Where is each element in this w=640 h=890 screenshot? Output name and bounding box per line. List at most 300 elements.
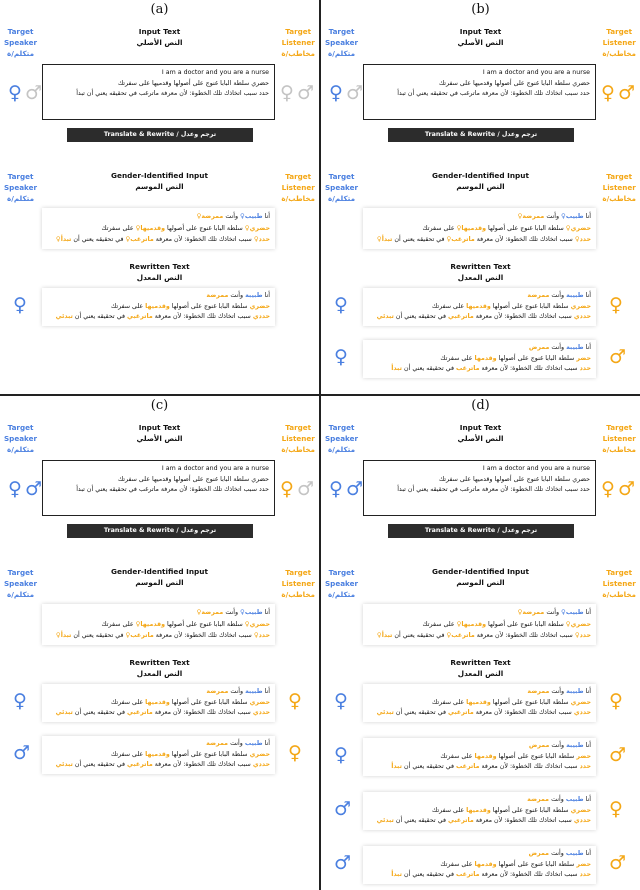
input-text-title — [321, 27, 640, 48]
word-ana: أنا — [583, 850, 591, 857]
input-line: حدد سبب اتخاذك تلك الخطوة: لأن معرفة ماترغب في تحقيقه يعني أن تبدأ — [76, 486, 269, 493]
word-and-you: وأنت — [549, 344, 567, 351]
female-symbol-icon: ♀ — [288, 690, 302, 712]
gender-marker-icon: ♀ — [55, 631, 61, 639]
rewritten-text-title — [0, 262, 319, 283]
target-speaker-label-line: Speaker — [4, 579, 38, 588]
word-segment: سلطة البابا غنوج على أصولها — [490, 698, 571, 706]
word-want: ماترغبي — [126, 761, 153, 768]
word-nurse: ممرضة — [527, 292, 550, 299]
panel-a — [0, 0, 319, 394]
panel-c — [0, 396, 319, 790]
text-line-3 — [368, 762, 591, 773]
word-prepare: حضري — [249, 698, 270, 706]
target-listener-label-line: Target — [285, 423, 312, 432]
gender-identified-heading-ar: النص الموسم — [135, 577, 184, 587]
rewritten-card — [42, 684, 275, 722]
female-symbol-icon: ♀ — [609, 294, 623, 316]
target-listener-label-line: مخاطب/ة — [602, 590, 636, 599]
text-line-3 — [368, 870, 591, 881]
word-present: وقدميها — [145, 698, 170, 706]
gender-marker-icon: ♀ — [135, 223, 141, 232]
gender-marker-icon: ♀ — [517, 608, 523, 616]
input-text-heading: Input Text — [138, 423, 181, 432]
input-line: I am a doctor and you are a nurse — [482, 465, 590, 472]
word-segment: سبب اتخاذك تلك الخطوة: لأن معرفة — [474, 632, 575, 639]
gender-marker-icon: ♀ — [135, 619, 141, 628]
word-segment: سلطة البابا غنوج على أصولها — [490, 806, 571, 814]
input-line: I am a doctor and you are a nurse — [161, 69, 269, 76]
rewritten-card — [363, 340, 596, 378]
text-line-2 — [368, 806, 591, 817]
word-segment: في تحقيقه يعني أن — [392, 236, 447, 243]
rewritten-card — [363, 792, 596, 830]
text-line-1 — [368, 687, 591, 698]
word-doctor: طبيبة — [566, 292, 584, 299]
input-line: حدد سبب اتخاذك تلك الخطوة: لأن معرفة ماترغب في تحقيقه يعني أن تبدأ — [397, 486, 590, 493]
gender-identified-heading: Gender-Identified Input — [111, 567, 208, 576]
word-present: وقدميها — [466, 302, 491, 310]
input-text-title — [0, 423, 319, 444]
female-symbol-icon: ♀ — [334, 294, 348, 316]
target-listener-label-line: مخاطب/ة — [602, 49, 636, 58]
word-ana: أنا — [262, 213, 270, 220]
gender-identified-title — [0, 171, 319, 192]
rewritten-text-title — [321, 658, 640, 679]
word-segment: سبب اتخاذك تلك الخطوة: لأن معرفة — [473, 817, 574, 824]
gender-marker-icon: ♀ — [574, 235, 580, 243]
female-symbol-icon: ♀ — [13, 690, 27, 712]
word-prepare: حضري — [249, 224, 270, 232]
word-segment: على سفرتك — [440, 860, 475, 868]
word-ana: أنا — [583, 796, 591, 803]
word-present: وقدمها — [474, 752, 497, 760]
rewritten-card — [363, 288, 596, 326]
word-and-you: وأنت — [549, 292, 567, 299]
gender-marker-icon: ♀ — [55, 235, 61, 243]
word-segment: على سفرتك — [432, 302, 467, 310]
male-symbol-icon[interactable]: ♂ — [25, 82, 43, 104]
female-symbol-icon[interactable]: ♀ — [601, 478, 615, 500]
target-speaker-label-line: Target — [7, 423, 34, 432]
word-segment: سلطة البابا غنوج على أصولها — [496, 752, 577, 760]
word-and-you: وأنت — [228, 740, 245, 747]
male-symbol-icon: ♂ — [609, 346, 627, 368]
word-doctor: طبيبة — [566, 344, 584, 351]
word-segment: على سفرتك — [111, 698, 146, 706]
female-symbol-icon[interactable]: ♀ — [8, 82, 22, 104]
word-prepare: حضري — [570, 224, 591, 232]
word-segment: سبب اتخاذك تلك الخطوة: لأن معرفة — [152, 709, 253, 716]
word-segment: سبب اتخاذك تلك الخطوة: لأن معرفة — [153, 632, 254, 639]
word-nurse: ممرض — [528, 742, 550, 749]
word-segment: في تحقيقه يعني أن — [71, 236, 126, 243]
word-segment: على سفرتك — [101, 224, 136, 232]
word-nurse: ممرضة — [201, 609, 224, 616]
gender-identified-card — [42, 208, 275, 249]
word-segment: في تحقيقه يعني أن — [401, 871, 456, 878]
word-ana: أنا — [262, 292, 270, 299]
rewritten-heading: Rewritten Text — [129, 658, 190, 667]
gender-marker-icon: ♀ — [196, 608, 202, 616]
word-want: ماترغب — [130, 236, 154, 243]
word-want: ماترغبي — [126, 313, 153, 320]
male-symbol-icon: ♂ — [13, 742, 31, 764]
word-nurse: ممرض — [528, 850, 550, 857]
word-start: تبدأ — [381, 632, 393, 639]
word-segment: على سفرتك — [432, 806, 467, 814]
word-segment: سلطة البابا غنوج على أصولها — [490, 302, 571, 310]
word-nurse: ممرضة — [206, 740, 229, 747]
word-segment: في تحقيقه يعني أن — [401, 763, 456, 770]
input-text-heading-ar: النص الأصلي — [136, 433, 183, 443]
word-determine: حدد — [579, 365, 591, 372]
word-segment: سلطة البابا غنوج على أصولها — [169, 750, 250, 758]
word-doctor: طبيبة — [566, 742, 584, 749]
text-line-1 — [47, 687, 270, 698]
text-line-2 — [368, 860, 591, 871]
word-start: تبدئي — [55, 761, 73, 768]
male-symbol-icon[interactable]: ♂ — [346, 82, 364, 104]
word-nurse: ممرضة — [522, 213, 545, 220]
target-listener-label-line: Listener — [602, 579, 636, 588]
gender-identified-card — [42, 604, 275, 645]
gender-marker-icon: ♀ — [561, 608, 566, 616]
target-listener-label-line: مخاطب/ة — [602, 445, 636, 454]
word-and-you: وأنت — [549, 688, 567, 695]
target-speaker-label-line: متكلم/ة — [7, 194, 35, 203]
translate-rewrite-button[interactable]: Translate & Rewrite / ترجم وعدل — [388, 128, 574, 142]
gender-marker-icon: ♀ — [253, 235, 259, 243]
target-speaker-label-line: Target — [328, 27, 355, 36]
text-line-2 — [368, 223, 591, 235]
male-symbol-icon: ♂ — [334, 852, 352, 874]
rewritten-card — [42, 288, 275, 326]
text-line-1 — [368, 795, 591, 806]
female-symbol-icon: ♀ — [334, 744, 348, 766]
male-symbol-icon[interactable]: ♂ — [297, 82, 315, 104]
text-line-2 — [368, 619, 591, 631]
word-segment: سلطة البابا غنوج على أصولها — [169, 302, 250, 310]
text-line-2 — [368, 354, 591, 365]
female-symbol-icon: ♀ — [609, 690, 623, 712]
male-symbol-icon[interactable]: ♂ — [25, 478, 43, 500]
gender-marker-icon: ♀ — [244, 619, 250, 628]
word-prepare: حضري — [570, 698, 591, 706]
word-segment: سلطة البابا غنوج على أصولها — [165, 224, 245, 232]
gender-identified-heading-ar: النص الموسم — [456, 577, 505, 587]
word-determine: حددي — [252, 761, 270, 768]
text-line-3 — [47, 234, 270, 246]
word-segment: في تحقيقه يعني أن — [71, 632, 126, 639]
word-determine: حدد — [579, 632, 591, 639]
target-speaker-label-line: Speaker — [4, 38, 38, 47]
gender-marker-icon: ♀ — [446, 235, 452, 243]
translate-rewrite-button[interactable]: Translate & Rewrite / ترجم وعدل — [388, 524, 574, 538]
rewritten-card — [42, 736, 275, 774]
word-segment: سبب اتخاذك تلك الخطوة: لأن معرفة — [479, 365, 580, 372]
word-segment: سبب اتخاذك تلك الخطوة: لأن معرفة — [153, 236, 254, 243]
input-text-box[interactable] — [363, 460, 596, 516]
gender-identified-card — [363, 604, 596, 645]
target-speaker-label-line: Speaker — [325, 183, 359, 192]
word-segment: سلطة البابا غنوج على أصولها — [165, 620, 245, 628]
text-line-1 — [47, 291, 270, 302]
word-segment: على سفرتك — [422, 224, 457, 232]
text-line-2 — [47, 302, 270, 313]
target-listener-label-line: مخاطب/ة — [281, 49, 315, 58]
input-line: حدد سبب اتخاذك تلك الخطوة: لأن معرفة ماترغب في تحقيقه يعني أن تبدأ — [76, 90, 269, 97]
input-text-heading: Input Text — [459, 27, 502, 36]
target-listener-label-line: مخاطب/ة — [281, 445, 315, 454]
word-start: تبدأ — [60, 632, 72, 639]
text-line-3 — [368, 630, 591, 642]
word-ana: أنا — [583, 292, 591, 299]
male-symbol-icon[interactable]: ♂ — [297, 478, 315, 500]
rewritten-card — [363, 684, 596, 722]
gender-marker-icon: ♀ — [574, 631, 580, 639]
word-nurse: ممرضة — [527, 688, 550, 695]
target-speaker-label-line: Speaker — [4, 434, 38, 443]
text-line-3 — [47, 708, 270, 719]
text-line-1 — [47, 739, 270, 750]
word-segment: في تحقيقه يعني أن — [72, 709, 127, 716]
text-line-1 — [368, 741, 591, 752]
input-text-box[interactable] — [42, 460, 275, 516]
word-segment: سبب اتخاذك تلك الخطوة: لأن معرفة — [474, 236, 575, 243]
target-listener-label-line: Listener — [281, 579, 315, 588]
word-present: وقدميها — [466, 698, 491, 706]
rewritten-heading: Rewritten Text — [450, 658, 511, 667]
word-segment: سلطة البابا غنوج على أصولها — [486, 224, 566, 232]
word-start: تبدئي — [376, 709, 394, 716]
gender-identified-heading: Gender-Identified Input — [432, 171, 529, 180]
gender-identified-heading-ar: النص الموسم — [456, 181, 505, 191]
male-symbol-icon[interactable]: ♂ — [618, 82, 636, 104]
rewritten-heading: Rewritten Text — [450, 262, 511, 271]
text-line-3 — [47, 760, 270, 771]
word-prepare: حضر — [576, 752, 591, 760]
target-listener-label-line: Target — [285, 172, 312, 181]
text-line-3 — [368, 312, 591, 323]
word-and-you: وأنت — [544, 609, 562, 616]
word-want: ماترغب — [456, 763, 480, 770]
word-doctor: طبيبة — [566, 688, 584, 695]
text-line-3 — [47, 312, 270, 323]
gender-marker-icon: ♀ — [125, 235, 131, 243]
word-prepare: حضري — [249, 750, 270, 758]
word-ana: أنا — [583, 344, 591, 351]
panel-d — [321, 396, 640, 878]
male-symbol-icon: ♂ — [609, 744, 627, 766]
gender-marker-icon: ♀ — [517, 212, 523, 220]
word-segment: سلطة البابا غنوج على أصولها — [496, 354, 577, 362]
word-start: تبدئي — [55, 313, 73, 320]
text-line-2 — [47, 750, 270, 761]
target-speaker-label-line: Target — [7, 568, 34, 577]
word-start: تبدئي — [376, 313, 394, 320]
gender-identified-title — [321, 567, 640, 588]
text-line-3 — [368, 816, 591, 827]
rewritten-heading-ar: النص المعدل — [136, 272, 183, 282]
word-start: تبدأ — [60, 236, 72, 243]
target-speaker-label-line: Speaker — [325, 434, 359, 443]
word-prepare: حضري — [570, 620, 591, 628]
female-symbol-icon: ♀ — [288, 742, 302, 764]
target-listener-label-line: Target — [606, 27, 633, 36]
word-segment: في تحقيقه يعني أن — [392, 632, 447, 639]
input-line: حضري سلطة البابا غنوج على أصولها وقدميها على سفرتك — [438, 79, 590, 87]
female-symbol-icon[interactable]: ♀ — [280, 82, 294, 104]
gender-marker-icon: ♀ — [456, 619, 462, 628]
text-line-3 — [47, 630, 270, 642]
word-segment: سبب اتخاذك تلك الخطوة: لأن معرفة — [473, 313, 574, 320]
input-text-title — [0, 27, 319, 48]
word-and-you: وأنت — [228, 688, 246, 695]
word-doctor: طبيب — [565, 850, 584, 857]
text-line-1 — [47, 607, 270, 619]
word-determine: حدد — [258, 632, 270, 639]
target-listener-label-line: Target — [285, 568, 312, 577]
female-symbol-icon: ♀ — [13, 294, 27, 316]
word-doctor: طبيبة — [245, 688, 263, 695]
word-segment: سبب اتخاذك تلك الخطوة: لأن معرفة — [473, 709, 574, 716]
word-want: ماترغبي — [447, 313, 474, 320]
target-speaker-label-line: Speaker — [325, 38, 359, 47]
input-line: حضري سلطة البابا غنوج على أصولها وقدميها على سفرتك — [117, 475, 269, 483]
input-text-heading: Input Text — [459, 423, 502, 432]
word-prepare: حضر — [576, 354, 591, 362]
word-nurse: ممرضة — [201, 213, 224, 220]
word-doctor: طبيب — [244, 213, 263, 220]
male-symbol-icon[interactable]: ♂ — [618, 478, 636, 500]
word-segment: على سفرتك — [432, 698, 467, 706]
word-segment: سلطة البابا غنوج على أصولها — [486, 620, 566, 628]
word-want: ماترغب — [456, 365, 480, 372]
input-text-heading-ar: النص الأصلي — [136, 37, 183, 47]
rewritten-heading-ar: النص المعدل — [136, 668, 183, 678]
translate-rewrite-button[interactable]: Translate & Rewrite / ترجم وعدل — [67, 524, 253, 538]
gender-marker-icon: ♀ — [456, 223, 462, 232]
rewritten-text-title — [0, 658, 319, 679]
gender-marker-icon: ♀ — [244, 223, 250, 232]
word-segment: في تحقيقه يعني أن — [393, 817, 448, 824]
target-listener-label-line: Listener — [281, 38, 315, 47]
female-symbol-icon: ♀ — [334, 690, 348, 712]
target-speaker-label-line: Target — [7, 172, 34, 181]
target-listener-label-line: مخاطب/ة — [602, 194, 636, 203]
input-text-box[interactable] — [42, 64, 275, 120]
word-want: ماترغبي — [126, 709, 153, 716]
gender-identified-heading: Gender-Identified Input — [432, 567, 529, 576]
gender-identified-heading: Gender-Identified Input — [111, 171, 208, 180]
input-line: حضري سلطة البابا غنوج على أصولها وقدميها على سفرتك — [117, 79, 269, 87]
female-symbol-icon[interactable]: ♀ — [8, 478, 22, 500]
female-symbol-icon: ♀ — [609, 798, 623, 820]
input-line: حدد سبب اتخاذك تلك الخطوة: لأن معرفة ماترغب في تحقيقه يعني أن تبدأ — [397, 90, 590, 97]
word-present: وقدميها — [461, 224, 487, 232]
gender-marker-icon: ♀ — [125, 631, 131, 639]
target-listener-label-line: Listener — [281, 183, 315, 192]
gender-identified-heading-ar: النص الموسم — [135, 181, 184, 191]
text-line-3 — [368, 364, 591, 375]
female-symbol-icon[interactable]: ♀ — [329, 478, 343, 500]
text-line-2 — [47, 698, 270, 709]
text-line-2 — [47, 223, 270, 235]
word-segment: على سفرتك — [111, 750, 146, 758]
target-listener-label-line: مخاطب/ة — [281, 194, 315, 203]
word-ana: أنا — [583, 213, 591, 220]
target-speaker-label-line: متكلم/ة — [7, 590, 35, 599]
word-nurse: ممرضة — [206, 688, 229, 695]
target-speaker-label-line: متكلم/ة — [328, 49, 356, 58]
word-determine: حددي — [573, 313, 591, 320]
word-segment: على سفرتك — [440, 354, 475, 362]
word-prepare: حضري — [570, 302, 591, 310]
word-prepare: حضري — [249, 302, 270, 310]
panel-label: (c) — [150, 398, 169, 413]
word-prepare: حضري — [249, 620, 270, 628]
target-speaker-label-line: Target — [328, 172, 355, 181]
target-speaker-label-line: Speaker — [325, 579, 359, 588]
target-listener-label-line: Target — [606, 172, 633, 181]
panel-label: (b) — [471, 2, 490, 17]
word-prepare: حضري — [570, 806, 591, 814]
target-speaker-label-line: Target — [328, 423, 355, 432]
text-line-2 — [368, 698, 591, 709]
word-ana: أنا — [583, 609, 591, 616]
word-present: وقدمها — [474, 860, 497, 868]
word-nurse: ممرض — [528, 344, 550, 351]
word-doctor: طبيبة — [245, 292, 263, 299]
word-segment: في تحقيقه يعني أن — [72, 761, 127, 768]
text-line-2 — [368, 302, 591, 313]
gender-marker-icon: ♀ — [561, 212, 566, 220]
word-nurse: ممرضة — [527, 796, 550, 803]
panel-b — [321, 0, 640, 394]
word-doctor: طبيب — [565, 796, 584, 803]
text-line-1 — [47, 211, 270, 223]
input-text-heading-ar: النص الأصلي — [457, 37, 504, 47]
male-symbol-icon[interactable]: ♂ — [346, 478, 364, 500]
female-symbol-icon[interactable]: ♀ — [601, 82, 615, 104]
word-and-you: وأنت — [544, 213, 562, 220]
word-start: تبدأ — [391, 763, 402, 770]
target-speaker-label-line: متكلم/ة — [328, 194, 356, 203]
text-line-2 — [368, 752, 591, 763]
gender-identified-card — [363, 208, 596, 249]
target-listener-label-line: Target — [285, 27, 312, 36]
rewritten-heading-ar: النص المعدل — [457, 272, 504, 282]
input-text-box[interactable] — [363, 64, 596, 120]
target-listener-label-line: مخاطب/ة — [281, 590, 315, 599]
translate-rewrite-button[interactable]: Translate & Rewrite / ترجم وعدل — [67, 128, 253, 142]
female-symbol-icon[interactable]: ♀ — [329, 82, 343, 104]
female-symbol-icon[interactable]: ♀ — [280, 478, 294, 500]
word-segment: في تحقيقه يعني أن — [393, 313, 448, 320]
input-text-heading: Input Text — [138, 27, 181, 36]
word-want: ماترغب — [130, 632, 154, 639]
gender-marker-icon: ♀ — [565, 223, 571, 232]
word-determine: حدد — [579, 871, 591, 878]
word-determine: حدد — [579, 763, 591, 770]
word-present: وقدميها — [140, 224, 166, 232]
word-segment: سبب اتخاذك تلك الخطوة: لأن معرفة — [152, 313, 253, 320]
word-segment: على سفرتك — [101, 620, 136, 628]
word-want: ماترغب — [451, 236, 475, 243]
word-start: تبدئي — [55, 709, 73, 716]
input-text-title — [321, 423, 640, 444]
